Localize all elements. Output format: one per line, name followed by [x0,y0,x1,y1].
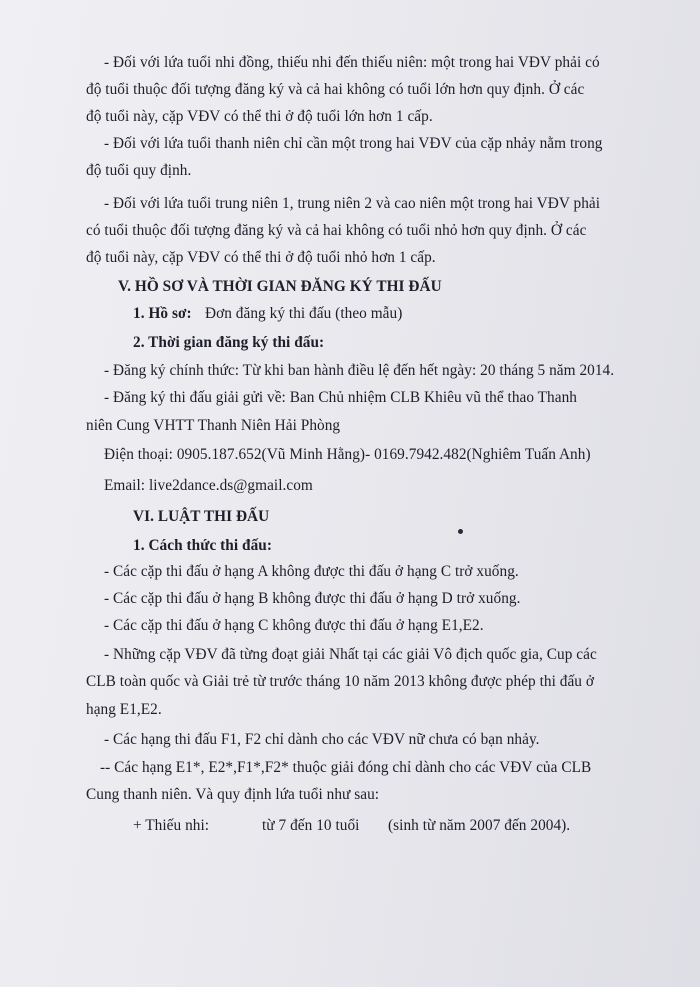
text-line: Đơn đăng ký thi đấu (theo mẫu) [205,305,403,322]
text-line: - Các hạng thi đấu F1, F2 chỉ dành cho các VĐV nữ chưa có bạn nhảy. [104,731,540,748]
text-line: CLB toàn quốc và Giải trẻ từ trước tháng 10 năm 2013 không được phép thi đấu ở [86,673,595,690]
text-line: - Các cặp thi đấu ở hạng A không được thi đấu ở hạng C trở xuống. [104,563,519,580]
text-line: - Đối với lứa tuổi trung niên 1, trung niên 2 và cao niên một trong hai VĐV phải [104,195,601,212]
text-line: - Các cặp thi đấu ở hạng B không được thi đấu ở hạng D trở xuống. [104,590,521,607]
age-group-label: + Thiếu nhi: [133,817,210,834]
ink-dot [458,529,463,534]
text-line: độ tuổi này, cặp VĐV có thể thi ở độ tuổi lớn hơn 1 cấp. [86,108,433,125]
section-heading: VI. LUẬT THI ĐẤU [133,508,270,525]
text-line: - Đăng ký thi đấu giải gửi về: Ban Chủ nhiệm CLB Khiêu vũ thể thao Thanh [104,389,577,406]
birth-years: (sinh từ năm 2007 đến 2004). [388,817,571,834]
text-line: Cung thanh niên. Và quy định lứa tuổi như sau: [86,786,380,803]
text-line: - Những cặp VĐV đã từng đoạt giải Nhất tại các giải Vô địch quốc gia, Cup các [104,646,597,663]
text-line: -- Các hạng E1*, E2*,F1*,F2* thuộc giải đóng chỉ dành cho các VĐV của CLB [100,759,592,776]
text-line: độ tuổi thuộc đối tượng đăng ký và cả hai không có tuổi lớn hơn quy định. Ở các [86,81,585,98]
email-line: Email: live2dance.ds@gmail.com [104,477,313,494]
section-heading: V. HỒ SƠ VÀ THỜI GIAN ĐĂNG KÝ THI ĐẤU [118,278,442,295]
text-line: - Đối với lứa tuổi thanh niên chỉ cần một trong hai VĐV của cặp nhảy nằm trong [104,135,603,152]
age-range: từ 7 đến 10 tuổi [262,817,360,834]
text-line: có tuổi thuộc đối tượng đăng ký và cả hai không có tuổi nhỏ hơn quy định. Ở các [86,222,587,239]
text-line: hạng E1,E2. [86,701,162,718]
subheading: 2. Thời gian đăng ký thi đấu: [133,334,325,351]
text-line: độ tuổi này, cặp VĐV có thể thi ở độ tuổi nhỏ hơn 1 cấp. [86,249,436,266]
subheading: 1. Cách thức thi đấu: [133,537,272,554]
text-line: độ tuổi quy định. [86,162,192,179]
subheading-label: 1. Hồ sơ: [133,305,192,322]
text-line: - Đăng ký chính thức: Từ khi ban hành điều lệ đến hết ngày: 20 tháng 5 năm 2014. [104,362,615,379]
text-line: - Các cặp thi đấu ở hạng C không được thi đấu ở hạng E1,E2. [104,617,484,634]
text-line: - Đối với lứa tuổi nhi đồng, thiếu nhi đến thiếu niên: một trong hai VĐV phải có [104,54,600,71]
phone-line: Điện thoại: 0905.187.652(Vũ Minh Hằng)- 0169.7942.482(Nghiêm Tuấn Anh) [104,446,591,463]
text-line: niên Cung VHTT Thanh Niên Hải Phòng [86,417,341,434]
